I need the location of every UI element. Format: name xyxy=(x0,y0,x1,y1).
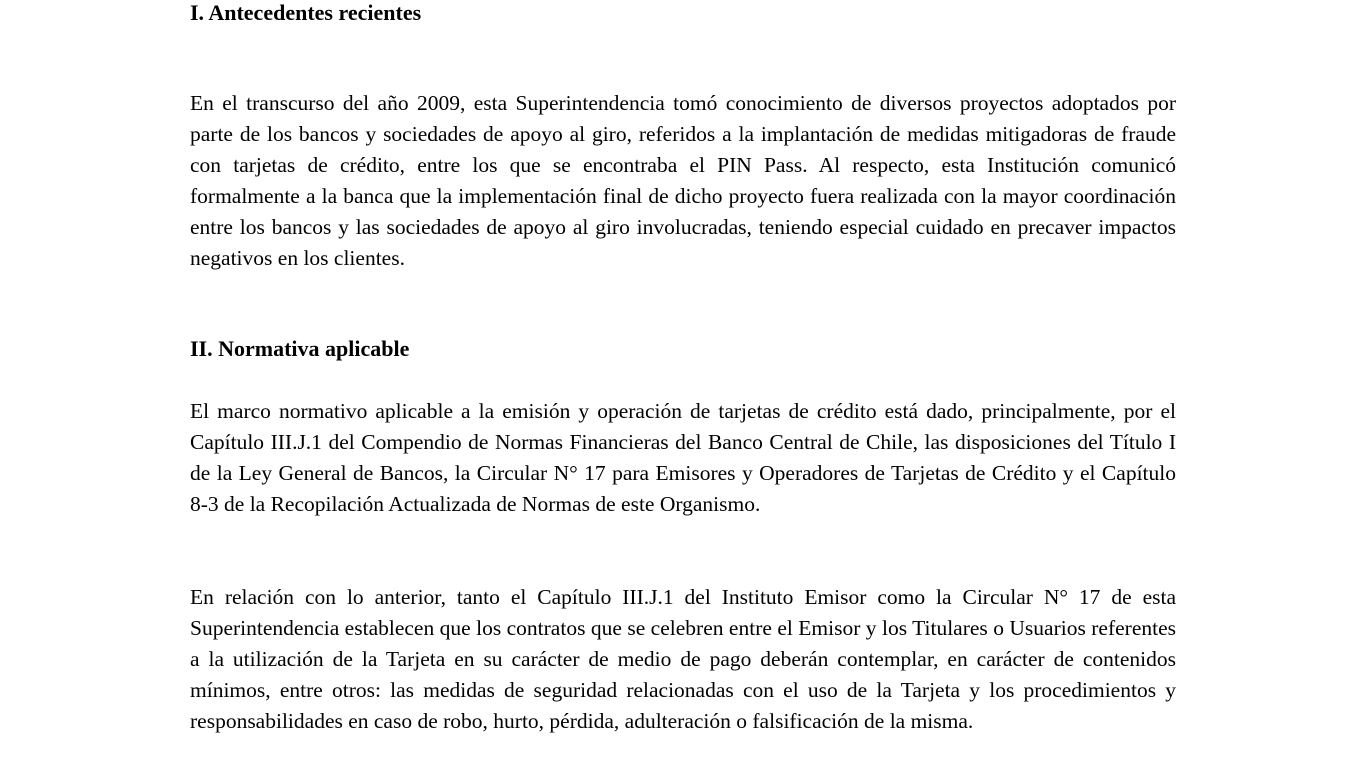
paragraph-antecedentes: En el transcurso del año 2009, esta Superintendencia tomó conocimiento de diversos proyectos adoptados por parte de los bancos y sociedades de apoyo al giro, referidos a la implantación de medidas mitigadoras de fraude con tarjetas de crédito, entre los que se encontraba el PIN Pass. Al respecto, esta Institución comunicó formalmente a la banca que la implementación final de dicho proyecto fuera realizada con la mayor coordinación entre los bancos y las sociedades de apoyo al giro involucradas, teniendo especial cuidado en precaver impactos negativos en los clientes. xyxy=(190,91,1176,270)
section-heading-antecedentes: I. Antecedentes recientes xyxy=(190,0,422,25)
section-heading-normativa: II. Normativa aplicable xyxy=(190,336,410,361)
paragraph-marco-normativo: El marco normativo aplicable a la emisión y operación de tarjetas de crédito está dado, principalmente, por el Capítulo III.J.1 del Compendio de Normas Financieras del Banco Central de Chile, las disposiciones del Título I de la Ley General de Bancos, la Circular N° 17 para Emisores y Operadores de Tarjetas de Crédito y el Capítulo 8-3 de la Recopilación Actualizada de Normas de este Organismo. xyxy=(190,399,1176,516)
paragraph-relacion: En relación con lo anterior, tanto el Capítulo III.J.1 del Instituto Emisor como la Circular N° 17 de esta Superintendencia establecen que los contratos que se celebren entre el Emisor y los Titulares o Usuarios referentes a la utilización de la Tarjeta en su carácter de medio de pago deberán contemplar, en carácter de contenidos mínimos, entre otros: las medidas de seguridad relacionadas con el uso de la Tarjeta y los procedimientos y responsabilidades en caso de robo, hurto, pérdida, adulteración o falsificación de la misma. xyxy=(190,585,1176,733)
